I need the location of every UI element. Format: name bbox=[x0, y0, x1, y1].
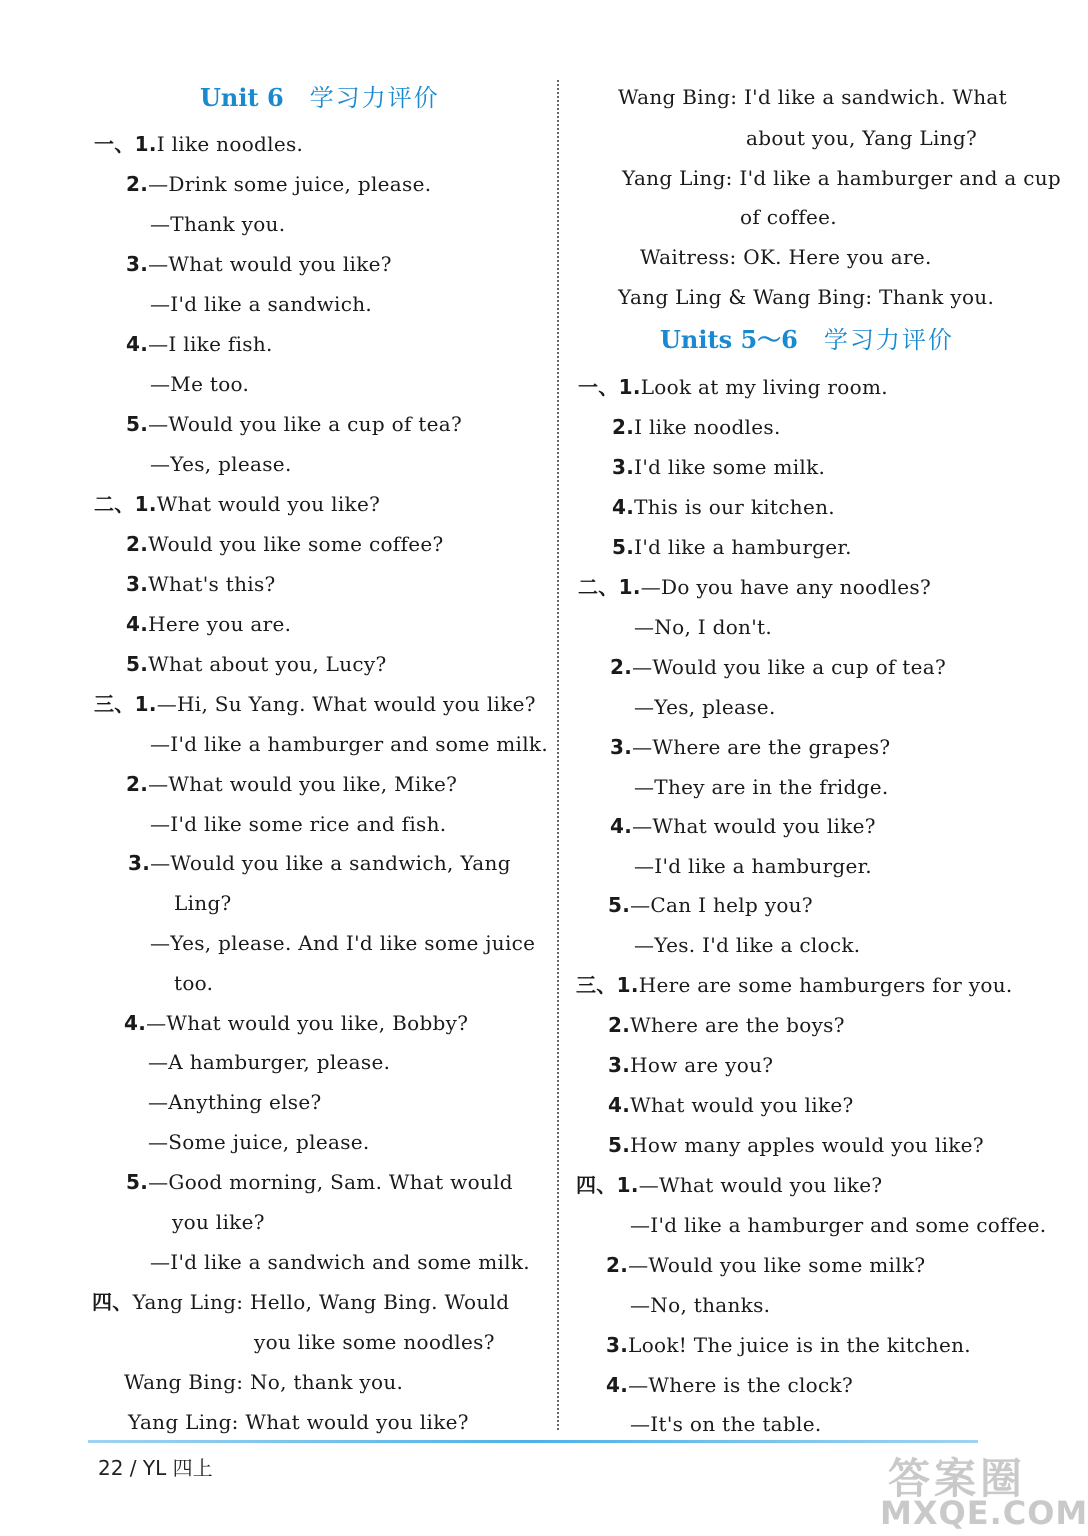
answer-text: —I'd like a sandwich. bbox=[150, 292, 373, 316]
answer-text: I like noodles. bbox=[634, 415, 781, 439]
item-number: 5. bbox=[126, 652, 149, 676]
item-number: 5. bbox=[608, 1133, 631, 1157]
answer-text: —Would you like some milk? bbox=[628, 1253, 926, 1277]
answer-line bbox=[126, 570, 276, 598]
answer-line bbox=[148, 1048, 390, 1076]
answer-text: —Hi, Su Yang. What would you like? bbox=[156, 692, 536, 716]
answer-line bbox=[126, 330, 273, 358]
answer-text: —It's on the table. bbox=[630, 1412, 822, 1436]
answer-text: Would you like some coffee? bbox=[148, 532, 444, 556]
answer-text: —Good morning, Sam. What would bbox=[148, 1170, 513, 1194]
item-number: 3. bbox=[128, 851, 151, 875]
answer-text: Yang Ling & Wang Bing: Thank you. bbox=[618, 285, 995, 309]
answer-line bbox=[126, 530, 444, 558]
answer-line bbox=[606, 1371, 853, 1399]
answer-line bbox=[126, 1168, 513, 1196]
answer-line bbox=[150, 210, 285, 238]
answer-text: about you, Yang Ling? bbox=[746, 126, 977, 150]
item-number: 2. bbox=[126, 172, 149, 196]
answer-line bbox=[150, 1248, 530, 1276]
answer-text: —A hamburger, please. bbox=[148, 1050, 391, 1074]
answer-text: —Yes, please. bbox=[634, 695, 776, 719]
answer-text: you like? bbox=[172, 1210, 265, 1234]
item-number: 三、1. bbox=[576, 973, 639, 997]
item-number: 5. bbox=[126, 412, 149, 436]
answer-text: —I'd like a hamburger and some milk. bbox=[150, 732, 548, 756]
answer-text: —Can I help you? bbox=[630, 893, 813, 917]
answer-line bbox=[126, 610, 291, 638]
item-number: 3. bbox=[606, 1333, 629, 1357]
answer-text: —What would you like? bbox=[632, 814, 876, 838]
item-number: 5. bbox=[126, 1170, 149, 1194]
answer-text: —Yes, please. And I'd like some juice bbox=[150, 931, 536, 955]
answer-line bbox=[612, 453, 825, 481]
answer-text: I like noodles. bbox=[156, 132, 304, 156]
answer-line bbox=[578, 373, 888, 401]
answer-line bbox=[634, 693, 776, 721]
answer-line bbox=[174, 969, 213, 997]
answer-text: I'd like a hamburger. bbox=[634, 535, 852, 559]
answer-text: Here are some hamburgers for you. bbox=[638, 973, 1013, 997]
answer-line bbox=[612, 533, 852, 561]
answer-line bbox=[618, 83, 1007, 111]
answer-line bbox=[150, 810, 446, 838]
answer-line bbox=[622, 164, 1061, 192]
answer-line bbox=[578, 573, 931, 601]
item-number: 4. bbox=[612, 495, 635, 519]
answer-line bbox=[148, 1088, 322, 1116]
answer-line bbox=[606, 1251, 925, 1279]
answer-line bbox=[150, 290, 372, 318]
answer-line bbox=[174, 889, 232, 917]
answer-line bbox=[126, 650, 387, 678]
answer-text: you like some noodles? bbox=[254, 1330, 495, 1354]
item-number: 2. bbox=[126, 772, 149, 796]
answer-line bbox=[94, 130, 303, 158]
item-number: 四、 bbox=[92, 1290, 133, 1314]
answer-text: This is our kitchen. bbox=[634, 495, 835, 519]
answer-text: Yang Ling: Hello, Wang Bing. Would bbox=[132, 1290, 510, 1314]
item-number: 3. bbox=[126, 572, 149, 596]
answer-text: —Where are the grapes? bbox=[632, 735, 891, 759]
item-number: 2. bbox=[608, 1013, 631, 1037]
answer-line bbox=[126, 170, 431, 198]
answer-line bbox=[92, 1288, 509, 1316]
answer-line bbox=[576, 971, 1013, 999]
answer-text: —Yes, please. bbox=[150, 452, 292, 476]
answer-text: Here you are. bbox=[148, 612, 292, 636]
item-number: 2. bbox=[126, 532, 149, 556]
item-number: 5. bbox=[608, 893, 631, 917]
unit-6-heading-cn: 学习力评价 bbox=[309, 84, 440, 112]
item-number: 4. bbox=[126, 612, 149, 636]
answer-line bbox=[640, 243, 932, 271]
answer-text: —What would you like, Bobby? bbox=[146, 1011, 469, 1035]
answer-text: Ling? bbox=[174, 891, 232, 915]
item-number: 一、1. bbox=[578, 375, 641, 399]
answer-text: What would you like? bbox=[630, 1093, 854, 1117]
answer-text: —Do you have any noodles? bbox=[640, 575, 931, 599]
item-number: 4. bbox=[606, 1373, 629, 1397]
page-label: 22 / YL 四上 bbox=[98, 1456, 213, 1480]
answer-line bbox=[128, 849, 511, 877]
answer-text: —Would you like a sandwich, Yang bbox=[150, 851, 511, 875]
answer-line bbox=[634, 931, 860, 959]
item-number: 三、1. bbox=[94, 692, 157, 716]
answer-line bbox=[740, 203, 837, 231]
answer-line bbox=[746, 124, 977, 152]
item-number: 5. bbox=[612, 535, 635, 559]
answer-text: How many apples would you like? bbox=[630, 1133, 984, 1157]
item-number: 3. bbox=[608, 1053, 631, 1077]
answer-text: What's this? bbox=[148, 572, 276, 596]
answer-line bbox=[606, 1331, 971, 1359]
answer-text: What about you, Lucy? bbox=[148, 652, 387, 676]
unit-6-heading bbox=[200, 83, 440, 113]
item-number: 3. bbox=[610, 735, 633, 759]
answer-line bbox=[608, 891, 813, 919]
item-number: 2. bbox=[606, 1253, 629, 1277]
item-number: 4. bbox=[124, 1011, 147, 1035]
answer-line bbox=[150, 730, 548, 758]
answer-text: Where are the boys? bbox=[630, 1013, 845, 1037]
watermark-logo bbox=[880, 1446, 1088, 1532]
watermark-bottom-text: MXQE.COM bbox=[880, 1494, 1088, 1532]
answer-line bbox=[128, 1408, 469, 1436]
answer-text: —Some juice, please. bbox=[148, 1130, 370, 1154]
answer-text: of coffee. bbox=[740, 205, 837, 229]
answer-text: —No, I don't. bbox=[634, 615, 773, 639]
answer-line bbox=[634, 852, 872, 880]
answer-line bbox=[126, 250, 392, 278]
answer-text: —I'd like a hamburger. bbox=[634, 854, 872, 878]
answer-text: —What would you like? bbox=[638, 1173, 883, 1197]
item-number: 4. bbox=[610, 814, 633, 838]
answer-text: —I like fish. bbox=[148, 332, 273, 356]
answer-line bbox=[610, 653, 946, 681]
answer-line bbox=[124, 1368, 403, 1396]
answer-text: —Where is the clock? bbox=[628, 1373, 853, 1397]
answer-text: What would you like? bbox=[156, 492, 381, 516]
answer-text: —Me too. bbox=[150, 372, 250, 396]
units-5-6-heading-cn: 学习力评价 bbox=[823, 326, 954, 354]
units-5-6-heading bbox=[660, 325, 954, 355]
footer-rule bbox=[88, 1440, 978, 1443]
answer-line bbox=[150, 929, 535, 957]
answer-text: —What would you like? bbox=[148, 252, 392, 276]
units-5-6-heading-en: Units 5～6 bbox=[660, 325, 798, 354]
item-number: 四、1. bbox=[576, 1173, 639, 1197]
answer-text: Look! The juice is in the kitchen. bbox=[628, 1333, 971, 1357]
answer-text: How are you? bbox=[630, 1053, 774, 1077]
answer-line bbox=[150, 370, 249, 398]
item-number: 4. bbox=[608, 1093, 631, 1117]
item-number: 4. bbox=[126, 332, 149, 356]
answer-text: —What would you like, Mike? bbox=[148, 772, 458, 796]
item-number: 一、1. bbox=[94, 132, 157, 156]
item-number: 二、1. bbox=[578, 575, 641, 599]
answer-text: too. bbox=[174, 971, 214, 995]
answer-line bbox=[94, 690, 536, 718]
answer-text: —They are in the fridge. bbox=[634, 775, 889, 799]
answer-line bbox=[150, 450, 292, 478]
answer-text: I'd like some milk. bbox=[634, 455, 826, 479]
answer-line bbox=[124, 1009, 468, 1037]
answer-line bbox=[610, 733, 890, 761]
answer-line bbox=[608, 1051, 773, 1079]
answer-text: —I'd like a sandwich and some milk. bbox=[150, 1250, 530, 1274]
answer-text: —I'd like some rice and fish. bbox=[150, 812, 447, 836]
answer-text: —Yes. I'd like a clock. bbox=[634, 933, 861, 957]
answer-text: Waitress: OK. Here you are. bbox=[640, 245, 932, 269]
answer-line bbox=[148, 1128, 370, 1156]
item-number: 二、1. bbox=[94, 492, 157, 516]
unit-6-heading-en: Unit 6 bbox=[200, 83, 284, 112]
answer-text: —I'd like a hamburger and some coffee. bbox=[630, 1213, 1047, 1237]
answer-text: Wang Bing: No, thank you. bbox=[124, 1370, 404, 1394]
answer-line bbox=[94, 490, 380, 518]
item-number: 2. bbox=[610, 655, 633, 679]
answer-line bbox=[126, 410, 462, 438]
answer-line bbox=[630, 1291, 770, 1319]
answer-text: —Would you like a cup of tea? bbox=[148, 412, 463, 436]
answer-line bbox=[612, 413, 781, 441]
answer-text: Yang Ling: What would you like? bbox=[128, 1410, 469, 1434]
watermark-top-text: 答案圈 bbox=[888, 1454, 1027, 1503]
item-number: 3. bbox=[126, 252, 149, 276]
answer-line bbox=[172, 1208, 265, 1236]
column-divider bbox=[557, 80, 559, 1430]
answer-line bbox=[612, 493, 835, 521]
answer-line bbox=[608, 1131, 984, 1159]
item-number: 3. bbox=[612, 455, 635, 479]
answer-line bbox=[634, 613, 772, 641]
answer-text: Yang Ling: I'd like a hamburger and a cup bbox=[622, 166, 1062, 190]
answer-line bbox=[126, 770, 457, 798]
item-number: 2. bbox=[612, 415, 635, 439]
answer-line bbox=[576, 1171, 882, 1199]
answer-line bbox=[630, 1211, 1046, 1239]
answer-text: —No, thanks. bbox=[630, 1293, 771, 1317]
answer-line bbox=[618, 283, 994, 311]
answer-line bbox=[610, 812, 876, 840]
answer-line bbox=[608, 1091, 854, 1119]
answer-text: Wang Bing: I'd like a sandwich. What bbox=[618, 85, 1007, 109]
answer-line bbox=[630, 1410, 822, 1438]
answer-text: —Anything else? bbox=[148, 1090, 322, 1114]
answer-text: —Thank you. bbox=[150, 212, 286, 236]
answer-line bbox=[608, 1011, 845, 1039]
answer-text: Look at my living room. bbox=[640, 375, 888, 399]
answer-text: —Drink some juice, please. bbox=[148, 172, 432, 196]
answer-line bbox=[254, 1328, 495, 1356]
answer-text: —Would you like a cup of tea? bbox=[632, 655, 947, 679]
answer-line bbox=[634, 773, 889, 801]
